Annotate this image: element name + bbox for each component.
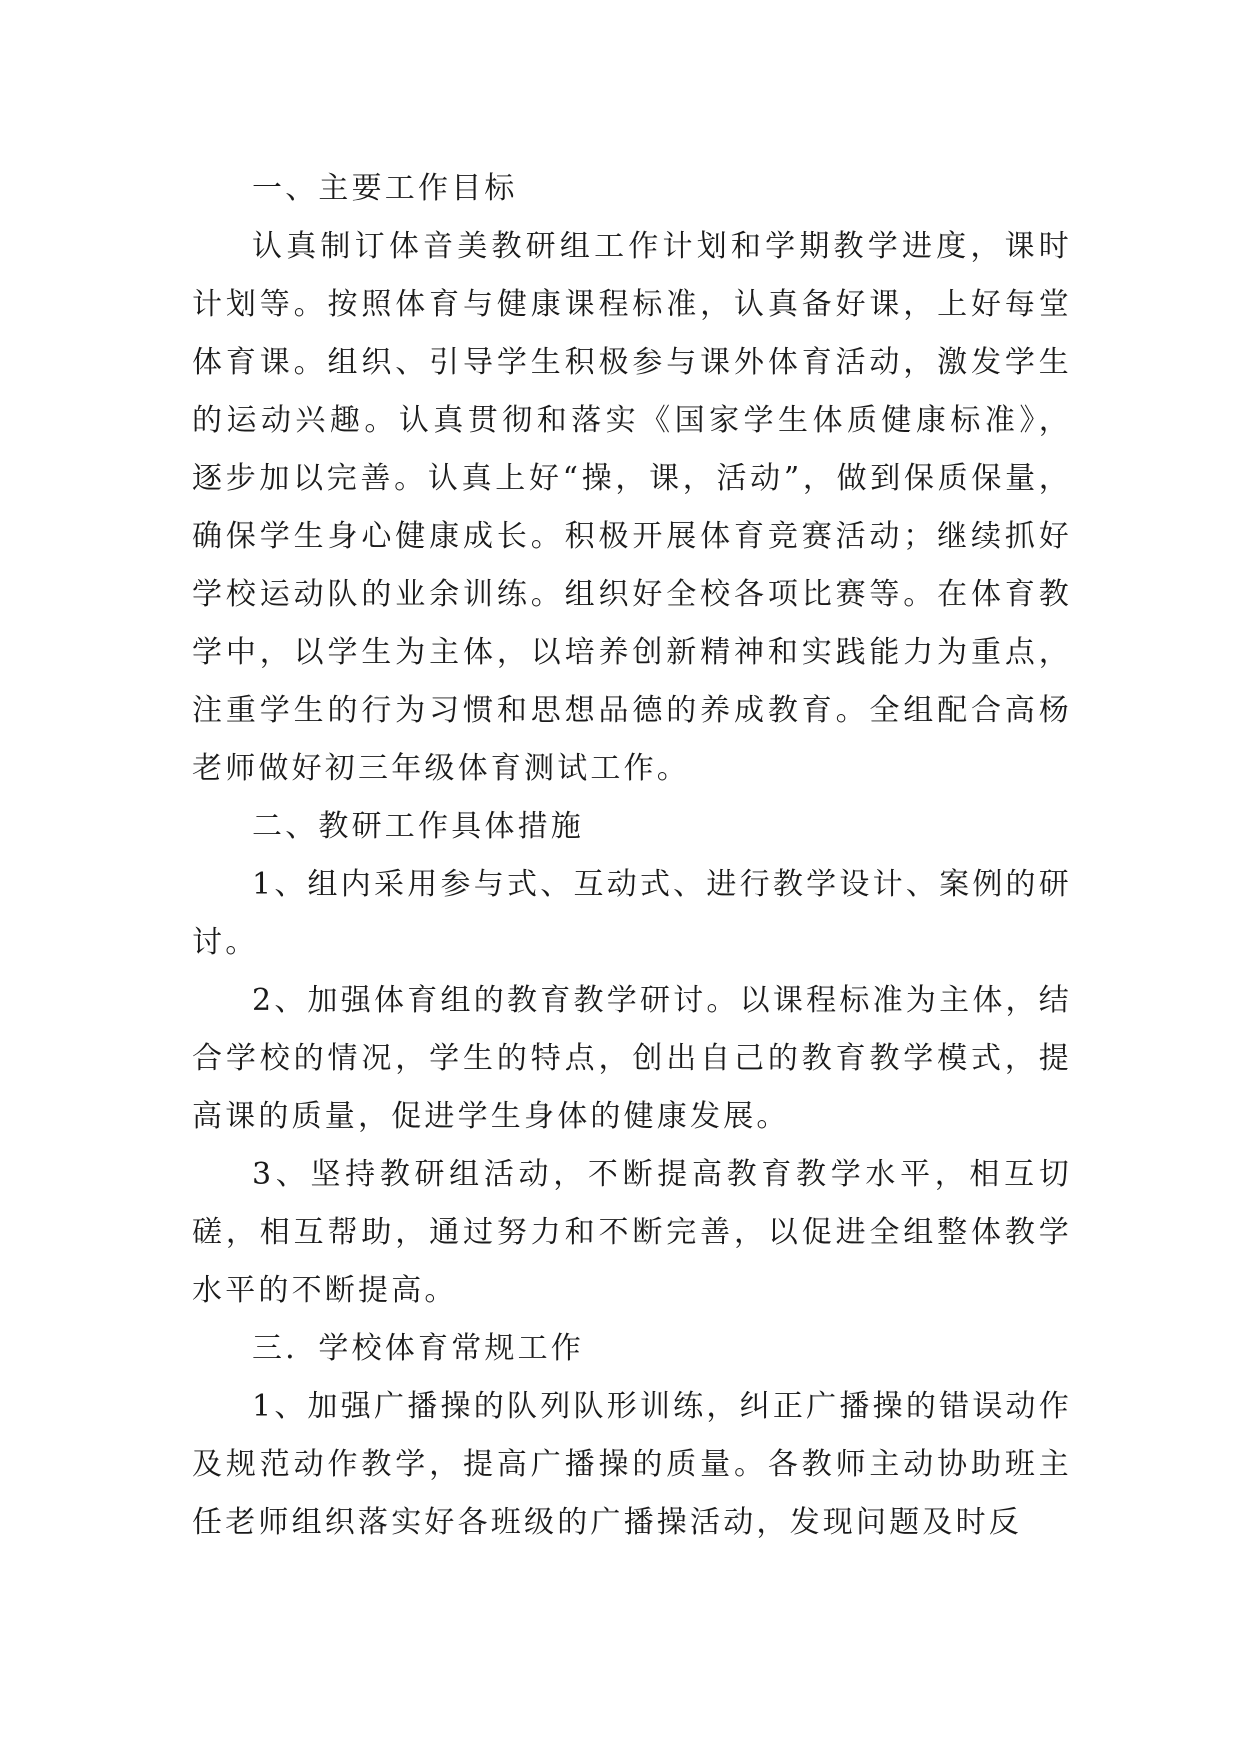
- section-heading-goals: 一、主要工作目标: [252, 171, 518, 206]
- paragraph-measure-3: 3、坚持教研组活动，不断提高教育教学水平，相互切磋，相互帮助，通过努力和不断完善，以促进全组整体教学水平的不断提高。: [192, 1157, 1072, 1308]
- paragraph-measure-1: 1、组内采用参与式、互动式、进行教学设计、案例的研讨。: [192, 867, 1072, 960]
- document-body: [192, 160, 1072, 1552]
- section-heading-routine: 三．学校体育常规工作: [252, 1331, 584, 1366]
- paragraph-measure-2: 2、加强体育组的教育教学研讨。以课程标准为主体，结合学校的情况，学生的特点，创出自己的教育教学模式，提高课的质量，促进学生身体的健康发展。: [192, 983, 1072, 1134]
- paragraph-goals-body: 认真制订体音美教研组工作计划和学期教学进度，课时计划等。按照体育与健康课程标准，认真备好课，上好每堂体育课。组织、引导学生积极参与课外体育活动，激发学生的运动兴趣。认真贯彻和落实《国家学生体质健康标准》，逐步加以完善。认真上好“操，课，活动”，做到保质保量，确保学生身心健康成长。积极开展体育竞赛活动；继续抓好学校运动队的业余训练。组织好全校各项比赛等。在体育教学中，以学生为主体，以培养创新精神和实践能力为重点，注重学生的行为习惯和思想品德的养成教育。全组配合高杨老师做好初三年级体育测试工作。: [192, 229, 1072, 786]
- section-heading-measures: 二、教研工作具体措施: [252, 809, 584, 844]
- paragraph-routine-1: 1、加强广播操的队列队形训练，纠正广播操的错误动作及规范动作教学，提高广播操的质量。各教师主动协助班主任老师组织落实好各班级的广播操活动，发现问题及时反: [192, 1389, 1072, 1540]
